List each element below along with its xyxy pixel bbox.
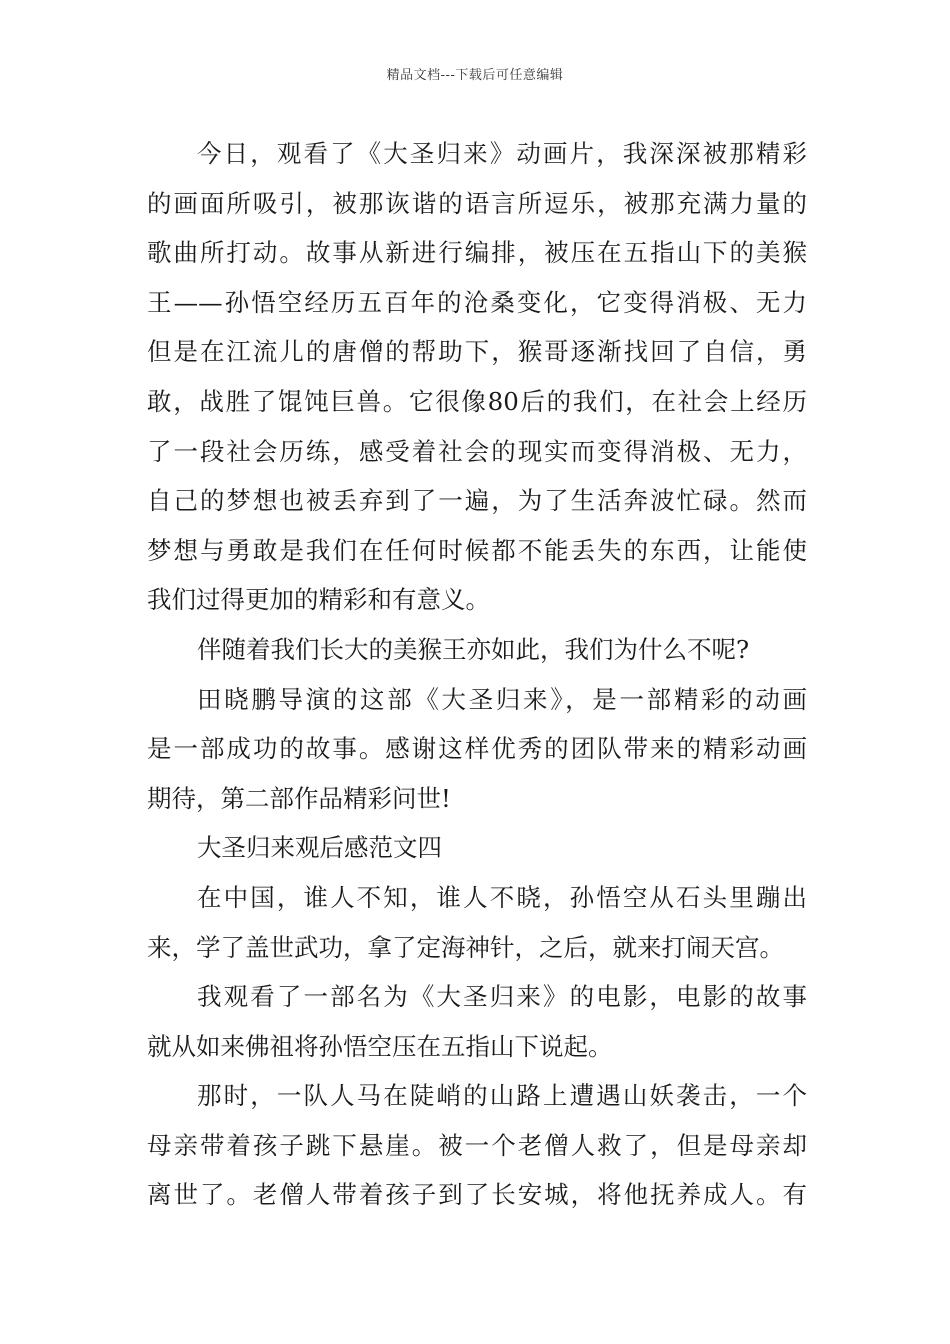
text-line: 自己的梦想也被丢弃到了一遍，为了生活奔波忙碌。然而 [147, 486, 807, 516]
text-line: 期待，第二部作品精彩问世! [147, 783, 451, 813]
text-line: 但是在江流儿的唐僧的帮助下，猴哥逐渐找回了自信，勇 [147, 337, 807, 367]
text-line: 王——孙悟空经历五百年的沧桑变化，它变得消极、无力 [147, 287, 807, 317]
text-line: 离世了。老僧人带着孩子到了长安城，将他抚养成人。有 [147, 1180, 807, 1210]
page-header: 精品文档---下载后可任意编辑 [386, 68, 564, 83]
text-line: 敢，战胜了馄饨巨兽。它很像80后的我们，在社会上经历 [147, 386, 807, 416]
text-line: 来，学了盖世武功，拿了定海神针，之后，就来打闹天宫。 [147, 932, 784, 962]
text-line: 梦想与勇敢是我们在任何时候都不能丢失的东西，让能使 [147, 535, 807, 565]
text-line: 歌曲所打动。故事从新进行编排，被压在五指山下的美猴 [147, 238, 807, 268]
text-line: 田晓鹏导演的这部《大圣归来》，是一部精彩的动画 [197, 684, 807, 714]
section-heading: 大圣归来观后感范文四 [197, 833, 442, 863]
text-line: 我们过得更加的精彩和有意义。 [147, 585, 490, 615]
text-line: 母亲带着孩子跳下悬崖。被一个老僧人救了，但是母亲却 [147, 1130, 807, 1160]
text-line: 是一部成功的故事。感谢这样优秀的团队带来的精彩动画 [147, 734, 807, 764]
body-text [147, 129, 807, 1220]
text-line: 的画面所吸引，被那诙谐的语言所逗乐，被那充满力量的 [147, 188, 807, 218]
text-line: 那时，一队人马在陡峭的山路上遭遇山妖袭击，一个 [197, 1081, 807, 1111]
text-line: 在中国，谁人不知，谁人不晓，孙悟空从石头里蹦出 [197, 882, 807, 912]
text-line: 了一段社会历练，感受着社会的现实而变得消极、无力， [147, 436, 807, 466]
text-line: 就从如来佛祖将孙悟空压在五指山下说起。 [147, 1031, 613, 1061]
text-line: 今日，观看了《大圣归来》动画片，我深深被那精彩 [197, 139, 807, 168]
text-line: 伴随着我们长大的美猴王亦如此，我们为什么不呢? [197, 634, 750, 664]
text-line: 我观看了一部名为《大圣归来》的电影，电影的故事 [197, 982, 807, 1012]
